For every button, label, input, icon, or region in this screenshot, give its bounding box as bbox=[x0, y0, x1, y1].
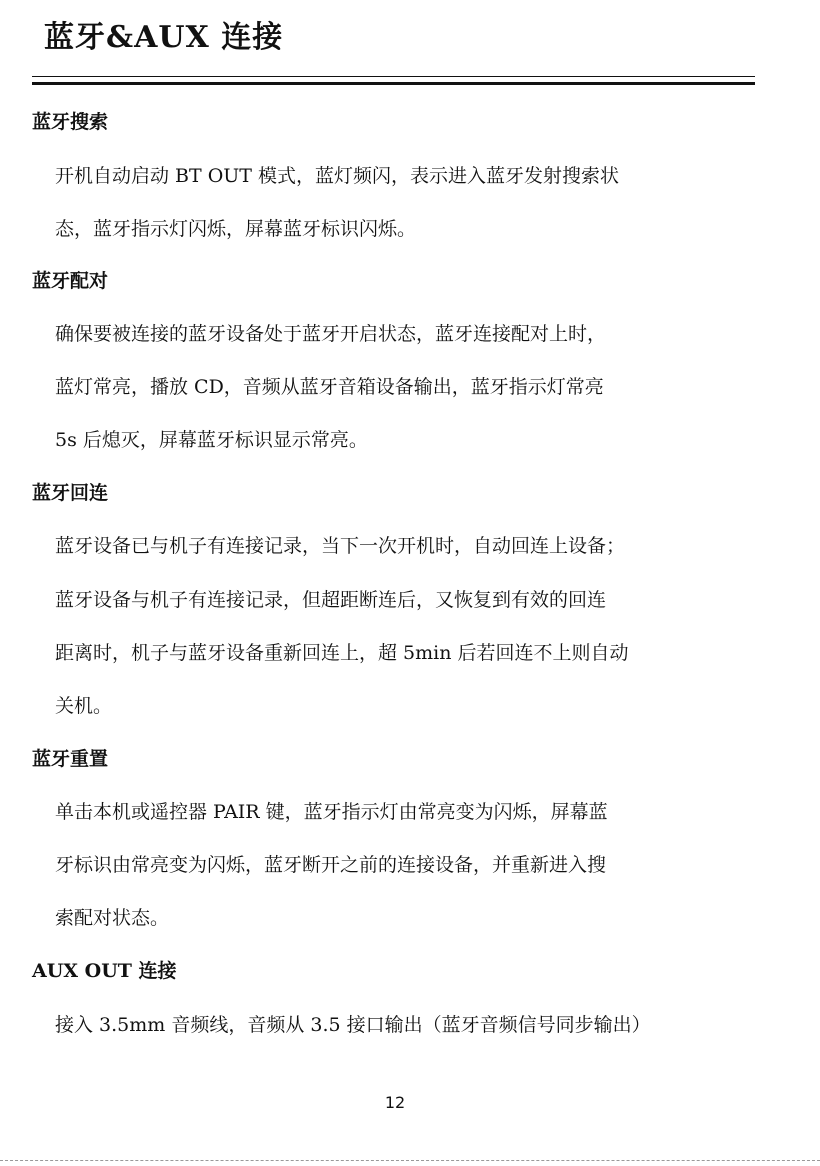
section-heading-aux-out: AUX OUT 连接 bbox=[32, 960, 177, 982]
paragraph-line: 索配对状态。 bbox=[55, 907, 170, 929]
paragraph-line: 蓝牙设备已与机子有连接记录，当下一次开机时，自动回连上设备； bbox=[55, 535, 626, 557]
paragraph-line: 距离时，机子与蓝牙设备重新回连上，超 5min 后若回连不上则自动 bbox=[55, 642, 629, 664]
footer-rule bbox=[0, 1160, 820, 1161]
section-heading-bt-reconnect: 蓝牙回连 bbox=[32, 482, 109, 504]
section-heading-bt-search: 蓝牙搜索 bbox=[32, 111, 109, 133]
title-underline-thin bbox=[32, 76, 755, 77]
paragraph-line: 蓝灯常亮，播放 CD，音频从蓝牙音箱设备输出，蓝牙指示灯常亮 bbox=[55, 376, 604, 398]
paragraph-line: 蓝牙设备与机子有连接记录，但超距断连后，又恢复到有效的回连 bbox=[55, 589, 607, 611]
paragraph-line: 单击本机或遥控器 PAIR 键，蓝牙指示灯由常亮变为闪烁，屏幕蓝 bbox=[55, 801, 608, 823]
page-title: 蓝牙&AUX 连接 bbox=[44, 20, 284, 55]
paragraph-line: 牙标识由常亮变为闪烁，蓝牙断开之前的连接设备，并重新进入搜 bbox=[55, 854, 607, 876]
section-heading-bt-reset: 蓝牙重置 bbox=[32, 748, 109, 770]
page-number: 12 bbox=[384, 1093, 406, 1112]
paragraph-line: 态，蓝牙指示灯闪烁，屏幕蓝牙标识闪烁。 bbox=[55, 218, 417, 240]
section-heading-bt-pairing: 蓝牙配对 bbox=[32, 270, 109, 292]
paragraph-line: 5s 后熄灭，屏幕蓝牙标识显示常亮。 bbox=[55, 429, 368, 451]
paragraph-line: 接入 3.5mm 音频线，音频从 3.5 接口输出（蓝牙音频信号同步输出） bbox=[55, 1014, 651, 1036]
paragraph-line: 开机自动启动 BT OUT 模式，蓝灯频闪，表示进入蓝牙发射搜索状 bbox=[55, 165, 620, 187]
paragraph-line: 确保要被连接的蓝牙设备处于蓝牙开启状态，蓝牙连接配对上时， bbox=[55, 323, 607, 345]
title-underline-thick bbox=[32, 82, 755, 85]
paragraph-line: 关机。 bbox=[55, 695, 113, 717]
